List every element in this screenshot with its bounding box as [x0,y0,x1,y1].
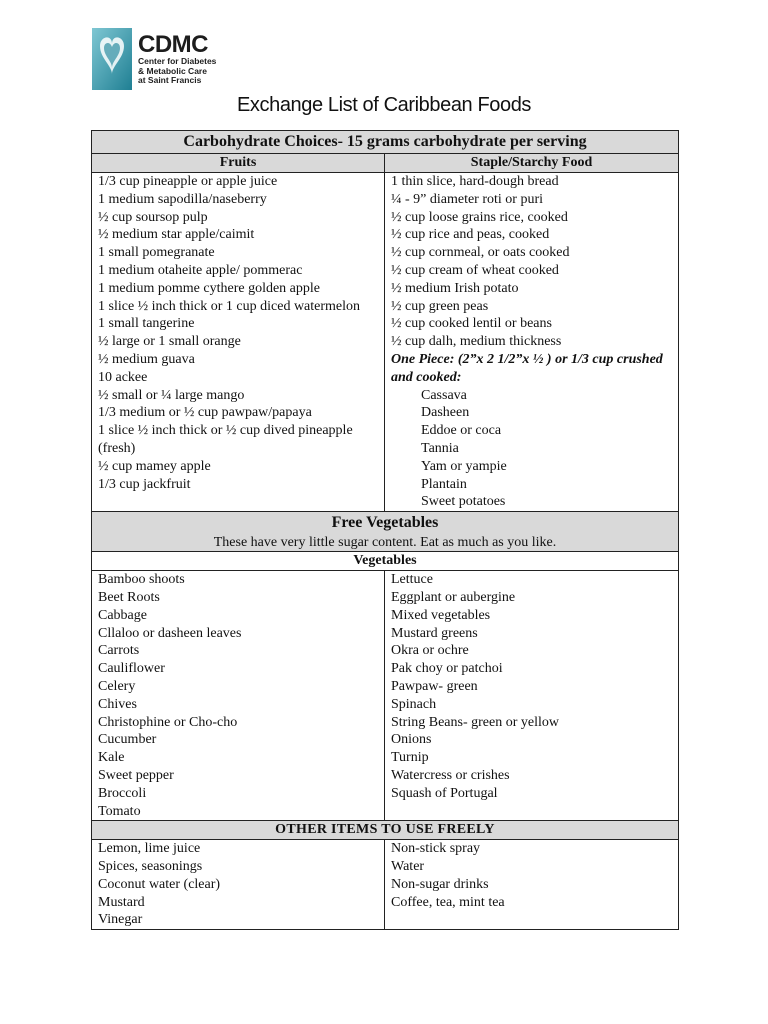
list-item: 1/3 medium or ½ cup pawpaw/papaya [98,405,312,421]
list-item: Carrots [98,643,140,659]
list-item: ¼ - 9” diameter roti or puri [391,191,544,207]
free-veg-note: These have very little sugar content. Eat as much as you like. [213,535,557,551]
free-veg-title-row [92,512,679,552]
list-item: Squash of Portugal [391,785,498,801]
list-item: Bamboo shoots [98,572,185,588]
org-abbrev: CDMC [138,31,208,58]
list-item: 1 medium sapodilla/naseberry [98,191,267,207]
list-item: Cllaloo or dasheen leaves [98,625,242,641]
list-item: ½ medium Irish potato [391,280,519,296]
list-item: Mustard [98,894,145,910]
list-item: Sweet potatoes [421,494,506,510]
list-item: 1 thin slice, hard-dough bread [391,174,559,189]
list-item: Non-stick spray [391,841,481,857]
list-item: Watercress or crishes [391,767,510,783]
other-right-list [385,840,679,930]
list-item: Cucumber [98,732,157,748]
list-item: ½ medium star apple/caimit [98,227,255,243]
list-item: Spices, seasonings [98,859,203,875]
list-item: Lettuce [391,572,433,588]
list-item: 1/3 cup pineapple or apple juice [98,174,278,189]
exchange-table [91,130,679,930]
list-item: 1 medium otaheite apple/ pommerac [98,262,303,278]
veg-header-row [92,552,679,571]
other-lists-row [92,840,679,930]
other-title-row [92,821,679,840]
carbs-column-headers [92,154,679,173]
list-item: ½ cup cooked lentil or beans [391,316,552,332]
list-item: ½ cup cream of wheat cooked [391,262,559,278]
list-item: Okra or ochre [391,643,469,659]
list-item: Pak choy or patchoi [391,661,503,677]
document-title: Exchange List of Caribbean Foods [236,94,532,116]
veg-left-list [92,571,385,821]
free-veg-title: Free Vegetables [331,514,439,532]
list-item: ½ large or 1 small orange [98,334,241,350]
veg-right-list [385,571,679,821]
list-item: Turnip [391,750,429,766]
list-item: Non-sugar drinks [391,876,489,892]
list-item: Cassava [421,387,467,403]
list-item: Mustard greens [391,625,478,641]
list-item: Celery [98,678,136,694]
starchy-list [385,173,679,512]
list-item: 1/3 cup jackfruit [98,476,191,492]
list-item: Spinach [391,696,437,712]
list-item: ½ cup dalh, medium thickness [391,334,562,350]
list-item: Eggplant or aubergine [391,589,516,605]
list-item: Cauliflower [98,661,165,677]
list-item: 1 small pomegranate [98,245,215,261]
list-item: ½ cup green peas [391,298,489,314]
list-item: ½ cup mamey apple [98,458,211,474]
list-item: 1 medium pomme cythere golden apple [98,280,320,296]
list-item: ½ cup rice and peas, cooked [391,227,550,243]
list-item: 10 ackee [98,369,148,385]
other-items-title: OTHER ITEMS TO USE FREELY [92,821,679,840]
one-piece-note: One Piece: (2”x 2 1/2”x ½ ) or 1/3 cup crushed and cooked: [391,351,663,385]
list-item: Tomato [98,803,141,819]
fruits-list [92,173,385,512]
list-item: 1 small tangerine [98,316,195,332]
fruits-header: Fruits [92,154,385,173]
cdmc-logo-icon [92,28,132,90]
list-item: Mixed vegetables [391,607,491,623]
vegetables-header: Vegetables [92,552,679,571]
list-item: Coffee, tea, mint tea [391,894,505,910]
list-item: ½ cup soursop pulp [98,209,208,225]
list-item: Beet Roots [98,589,160,605]
carbs-title-row [92,131,679,154]
carbs-lists-row [92,173,679,512]
org-full-name: Center for Diabetes & Metabolic Care at Saint Francis [138,56,217,85]
list-item: ½ cup cornmeal, or oats cooked [391,245,570,261]
list-item: Lemon, lime juice [98,841,201,857]
list-item: Tannia [421,440,459,456]
list-item: Eddoe or coca [421,423,502,439]
list-item: Coconut water (clear) [98,876,221,892]
list-item: Water [391,859,425,875]
veg-lists-row [92,571,679,821]
list-item: String Beans- green or yellow [391,714,559,730]
list-item: 1 slice ½ inch thick or 1 cup diced watermelon [98,298,361,314]
list-item: Yam or yampie [421,458,507,474]
list-item: Cabbage [98,607,147,623]
list-item: Christophine or Cho-cho [98,714,238,730]
list-item: Vinegar [98,912,143,928]
list-item: ½ small or ¼ large mango [98,387,245,403]
list-item: Kale [98,750,125,766]
list-item: Plantain [421,476,467,492]
other-left-list [92,840,385,930]
starchy-header: Staple/Starchy Food [385,154,679,173]
list-item: Chives [98,696,137,712]
cdmc-logo [92,28,232,92]
list-item: Sweet pepper [98,767,174,783]
free-veg-title-cell [92,512,679,552]
list-item: 1 slice ½ inch thick or ½ cup dived pineapple (fresh) [98,423,353,456]
carbs-title: Carbohydrate Choices- 15 grams carbohydrate per serving [92,131,679,154]
list-item: Dasheen [421,405,470,421]
list-item: ½ cup loose grains rice, cooked [391,209,568,225]
list-item: ½ medium guava [98,351,195,367]
list-item: Onions [391,732,432,748]
list-item: Broccoli [98,785,147,801]
list-item: Pawpaw- green [391,678,478,694]
